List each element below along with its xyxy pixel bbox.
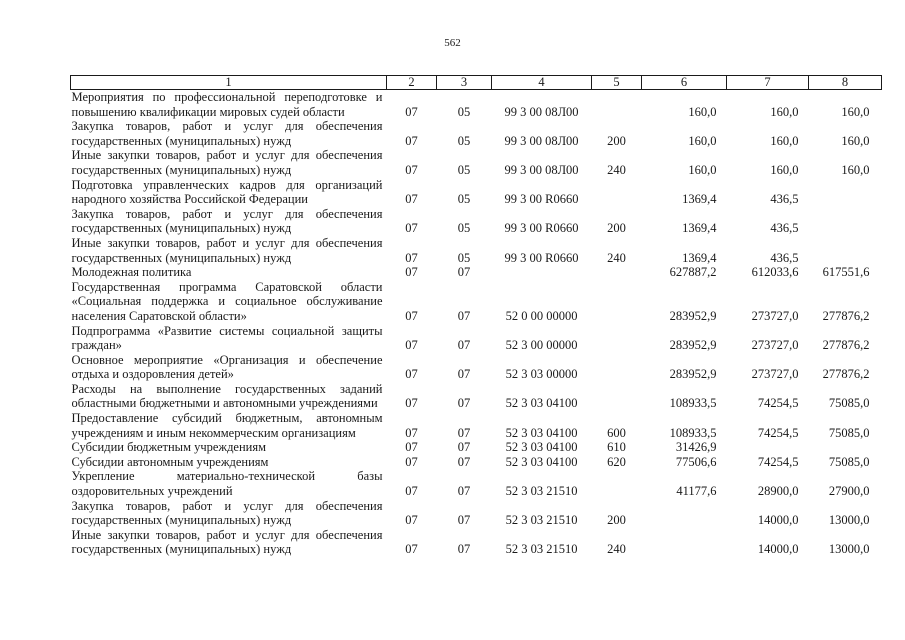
- section-code: 07: [405, 221, 418, 236]
- table-row: [71, 382, 882, 411]
- amount-year-2: 436,5: [770, 250, 799, 265]
- amount-year-2: 273727,0: [751, 308, 799, 323]
- subsection-code: 07: [457, 542, 471, 557]
- amount-year-3: 13000,0: [828, 542, 870, 557]
- amount-year-2: 436,5: [770, 192, 799, 207]
- section-code: 07: [405, 192, 418, 207]
- table-body: [71, 90, 882, 558]
- expense-type-code: [592, 324, 642, 353]
- target-article-code: 52 3 03 21510: [505, 484, 578, 499]
- target-article-code: 52 3 00 00000: [505, 338, 578, 353]
- expense-type-code: [592, 280, 642, 324]
- row-name: Предоставление субсидий бюджетным, автономным учреждениям и иным некоммерческим организациям: [71, 411, 383, 440]
- amount-year-2: 160,0: [770, 104, 799, 119]
- section-code: 07: [405, 396, 418, 411]
- expense-type-code: [592, 265, 642, 280]
- table-row: [71, 148, 882, 177]
- amount-year-1: 160,0: [688, 162, 717, 177]
- amount-year-1: 160,0: [688, 133, 717, 148]
- amount-year-3: [809, 178, 882, 207]
- row-name: Иные закупки товаров, работ и услуг для обеспечения государственных (муниципальных) нужд: [71, 148, 383, 177]
- target-article-code: 99 3 00 08Л00: [504, 133, 579, 148]
- amount-year-1: 1369,4: [682, 221, 717, 236]
- amount-year-3: 160,0: [841, 162, 870, 177]
- row-name: Мероприятия по профессиональной переподготовке и повышению квалификации мировых судей области: [71, 90, 383, 119]
- row-name: Субсидии бюджетным учреждениям: [71, 440, 267, 455]
- row-name: Подпрограмма «Развитие системы социальной защиты граждан»: [71, 323, 383, 353]
- section-code: 07: [405, 454, 418, 469]
- amount-year-1: 627887,2: [669, 265, 717, 280]
- amount-year-2: 14000,0: [757, 542, 799, 557]
- amount-year-3: 13000,0: [828, 513, 870, 528]
- amount-year-3: 75085,0: [828, 425, 870, 440]
- target-article-code: 99 3 00 R0660: [504, 250, 579, 265]
- section-code: 07: [405, 338, 418, 353]
- column-header: 1: [71, 76, 387, 90]
- amount-year-2: 160,0: [770, 133, 799, 148]
- expense-type-code: 200: [607, 133, 626, 148]
- row-name: Подготовка управленческих кадров для организаций народного хозяйства Российской Федерации: [71, 177, 383, 207]
- row-name: Укрепление материально-технической базы оздоровительных учреждений: [71, 469, 383, 499]
- amount-year-1: 41177,6: [676, 484, 717, 499]
- expense-type-code: 610: [607, 440, 626, 455]
- amount-year-1: 1369,4: [682, 192, 717, 207]
- column-header: 8: [809, 76, 882, 90]
- amount-year-1: [642, 499, 727, 528]
- table-row: [71, 178, 882, 207]
- row-name: Закупка товаров, работ и услуг для обеспечения государственных (муниципальных) нужд: [71, 498, 383, 528]
- section-code: 07: [405, 265, 418, 280]
- table-row: [71, 324, 882, 353]
- target-article-code: 52 3 03 04100: [505, 396, 578, 411]
- amount-year-2: 74254,5: [757, 425, 799, 440]
- expense-type-code: [592, 382, 642, 411]
- header-row: [71, 76, 882, 90]
- amount-year-3: [809, 236, 882, 265]
- amount-year-3: 277876,2: [822, 367, 870, 382]
- subsection-code: 07: [457, 513, 471, 528]
- budget-table: [70, 75, 882, 557]
- expense-type-code: [592, 178, 642, 207]
- expense-type-code: 200: [607, 513, 626, 528]
- target-article-code: 99 3 00 R0660: [504, 192, 579, 207]
- amount-year-1: 108933,5: [669, 425, 717, 440]
- expense-type-code: 240: [607, 542, 626, 557]
- expense-type-code: [592, 469, 642, 498]
- subsection-code: 05: [457, 192, 471, 207]
- row-name: Иные закупки товаров, работ и услуг для обеспечения государственных (муниципальных) нужд: [71, 235, 383, 265]
- section-code: 07: [405, 484, 418, 499]
- amount-year-1: 31426,9: [675, 440, 717, 455]
- table-row: [71, 265, 882, 280]
- expense-type-code: 620: [607, 454, 626, 469]
- expense-type-code: [592, 90, 642, 120]
- subsection-code: 07: [457, 454, 471, 469]
- section-code: 07: [405, 513, 418, 528]
- table-row: [71, 90, 882, 120]
- subsection-code: 07: [457, 265, 471, 280]
- amount-year-3: 277876,2: [822, 338, 870, 353]
- amount-year-2: 74254,5: [757, 396, 799, 411]
- row-name: Расходы на выполнение государственных заданий областными бюджетными и автономными учреждениями: [71, 381, 383, 411]
- subsection-code: 07: [457, 425, 471, 440]
- amount-year-3: [809, 440, 882, 455]
- target-article-code: 99 3 00 08Л00: [504, 162, 579, 177]
- amount-year-3: 160,0: [841, 133, 870, 148]
- amount-year-3: 277876,2: [822, 308, 870, 323]
- subsection-code: 05: [457, 133, 471, 148]
- target-article-code: 52 3 03 21510: [505, 513, 578, 528]
- expense-type-code: 600: [607, 425, 626, 440]
- amount-year-2: 74254,5: [757, 454, 799, 469]
- row-name: Иные закупки товаров, работ и услуг для обеспечения государственных (муниципальных) нужд: [71, 527, 383, 557]
- amount-year-2: 273727,0: [751, 367, 799, 382]
- amount-year-2: 436,5: [770, 221, 799, 236]
- amount-year-3: 75085,0: [828, 454, 870, 469]
- table-row: [71, 119, 882, 148]
- amount-year-1: 1369,4: [682, 250, 717, 265]
- row-name: Основное мероприятие «Организация и обеспечение отдыха и оздоровления детей»: [71, 352, 383, 382]
- amount-year-3: 75085,0: [828, 396, 870, 411]
- table-row: [71, 207, 882, 236]
- column-header: 4: [492, 76, 592, 90]
- table-row: [71, 499, 882, 528]
- amount-year-3: [809, 207, 882, 236]
- row-name: Молодежная политика: [71, 265, 192, 280]
- amount-year-3: 27900,0: [828, 484, 870, 499]
- section-code: 07: [405, 308, 418, 323]
- target-article-code: 52 0 00 00000: [505, 308, 578, 323]
- table-row: [71, 469, 882, 498]
- amount-year-3: 160,0: [841, 104, 870, 119]
- subsection-code: 07: [457, 396, 471, 411]
- subsection-code: 07: [457, 367, 471, 382]
- page-number: 562: [444, 37, 461, 49]
- amount-year-1: 108933,5: [669, 396, 717, 411]
- amount-year-2: 28900,0: [757, 484, 799, 499]
- table-row: [71, 455, 882, 470]
- table-row: [71, 411, 882, 440]
- section-code: 07: [405, 162, 418, 177]
- amount-year-2: 273727,0: [751, 338, 799, 353]
- amount-year-2: 14000,0: [757, 513, 799, 528]
- target-article-code: 52 3 03 21510: [505, 542, 578, 557]
- row-name: Закупка товаров, работ и услуг для обеспечения государственных (муниципальных) нужд: [71, 119, 383, 148]
- table-row: [71, 440, 882, 455]
- section-code: 07: [405, 250, 418, 265]
- subsection-code: 07: [457, 338, 471, 353]
- row-name: Субсидии автономным учреждениям: [71, 454, 269, 469]
- expense-type-code: [592, 353, 642, 382]
- target-article-code: [492, 265, 592, 280]
- table-row: [71, 280, 882, 324]
- table-row: [71, 236, 882, 265]
- target-article-code: 52 3 03 04100: [505, 440, 578, 455]
- column-header: 6: [642, 76, 727, 90]
- section-code: 07: [405, 133, 418, 148]
- amount-year-2: [727, 440, 809, 455]
- target-article-code: 52 3 03 04100: [505, 454, 578, 469]
- subsection-code: 05: [457, 162, 471, 177]
- target-article-code: 99 3 00 08Л00: [504, 104, 579, 119]
- amount-year-3: 617551,6: [822, 265, 870, 280]
- section-code: 07: [405, 104, 418, 119]
- column-header: 5: [592, 76, 642, 90]
- amount-year-1: 283952,9: [669, 367, 717, 382]
- target-article-code: 52 3 03 04100: [505, 425, 578, 440]
- table-row: [71, 528, 882, 557]
- row-name: Закупка товаров, работ и услуг для обеспечения государственных (муниципальных) нужд: [71, 206, 383, 236]
- table-row: [71, 353, 882, 382]
- subsection-code: 05: [457, 104, 471, 119]
- target-article-code: 52 3 03 00000: [505, 367, 578, 382]
- amount-year-2: 160,0: [770, 162, 799, 177]
- amount-year-1: 160,0: [688, 104, 717, 119]
- expense-type-code: 200: [607, 221, 626, 236]
- expense-type-code: 240: [607, 162, 626, 177]
- amount-year-1: 283952,9: [669, 308, 717, 323]
- target-article-code: 99 3 00 R0660: [504, 221, 579, 236]
- expense-type-code: 240: [607, 250, 626, 265]
- section-code: 07: [405, 425, 418, 440]
- column-header: 7: [727, 76, 809, 90]
- subsection-code: 05: [457, 250, 471, 265]
- amount-year-1: 283952,9: [669, 338, 717, 353]
- row-name: Государственная программа Саратовской области «Социальная поддержка и социальное обслуживание населения Саратовской области»: [71, 279, 383, 323]
- section-code: 07: [405, 542, 418, 557]
- amount-year-2: 612033,6: [751, 265, 799, 280]
- subsection-code: 07: [457, 440, 471, 455]
- subsection-code: 07: [457, 308, 471, 323]
- column-header: 3: [437, 76, 492, 90]
- amount-year-1: [642, 528, 727, 557]
- subsection-code: 05: [457, 221, 471, 236]
- column-header: 2: [387, 76, 437, 90]
- section-code: 07: [405, 440, 418, 455]
- amount-year-1: 77506,6: [675, 454, 717, 469]
- section-code: 07: [405, 367, 418, 382]
- subsection-code: 07: [457, 484, 471, 499]
